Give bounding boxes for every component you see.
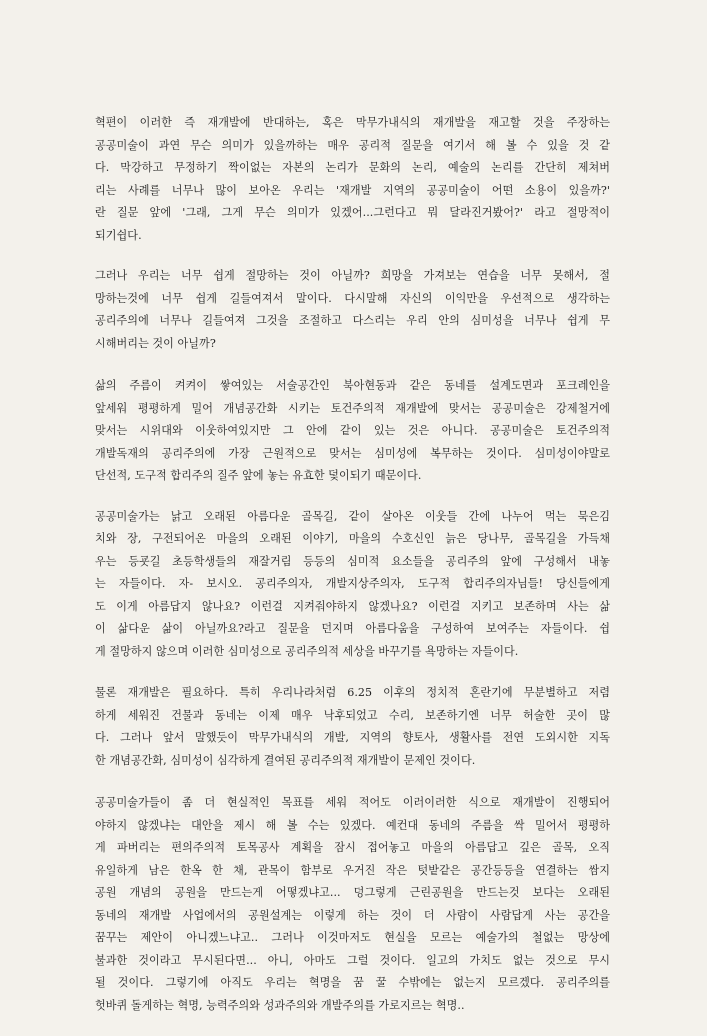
paragraph-5 bbox=[95, 682, 610, 772]
paragraph-1 bbox=[95, 112, 610, 247]
text-line: 다. 그러나 앞서 말했듯이 막무가내식의 개발, 지역의 향토사, 생활사를 전연 도외시한 지독 bbox=[95, 731, 610, 744]
essay-body bbox=[95, 112, 610, 1036]
text-line: 단선적, 도구적 합리주의 질주 앞에 놓는 유효한 덫이되기 때문이다. bbox=[95, 469, 422, 482]
text-line: 하게 세워진 건물과 동네는 이제 매우 낙후되었고 수리, 보존하기엔 너무 허술한 곳이 많 bbox=[95, 708, 610, 722]
text-line: 란 질문 앞에 '그래, 그게 무슨 의미가 있겠어...그런다고 뭐 달라진거봤어?' 라고 절망적이 bbox=[95, 206, 610, 219]
text-line: 공공미술이 과연 무슨 의미가 있을까하는 매우 공리적 질문을 여기서 해 볼 수 있을 것 같 bbox=[95, 138, 610, 152]
text-line: 꿈꾸는 제안이 아니겠느냐고.. 그러나 이것마저도 현실을 모르는 예술가의 철없는 망상에 bbox=[95, 931, 610, 944]
text-line: 동네의 재개발 사업에서의 공원설계는 이렇게 하는 것이 더 사람이 사람답게 사는 공간을 bbox=[95, 908, 610, 922]
text-line: 우는 등굣길 초등학생들의 재잘거림 등등의 심미적 요소들을 공리주의 앞에 구성해서 내놓 bbox=[95, 554, 610, 568]
text-line: 치와 장, 구전되어온 마을의 오래된 이야기, 마을의 수호신인 늙은 당나무, 골목길을 가득채 bbox=[95, 532, 610, 545]
text-line: 혁편이 이러한 즉 재개발에 반대하는, 혹은 막무가내식의 재개발을 재고할 것을 주장하는 bbox=[95, 116, 610, 129]
text-line: 불과한 것이라고 무시된다면... 아니, 아마도 그럴 것이다. 일고의 가치도 없는 것으로 무시 bbox=[95, 953, 610, 967]
text-line: 리는 사례를 너무나 많이 보아온 우리는 '재개발 지역의 공공미술이 어떤 소용이 있을까?' bbox=[95, 183, 610, 197]
text-line: 삶의 주름이 켜켜이 쌓여있는 서술공간인 북아현동과 같은 동네를 설계도면과 포크레인을 bbox=[95, 379, 610, 392]
text-line: 맞서는 시위대와 이웃하여있지만 그 안에 같이 있는 것은 아니다. 공공미술은 토건주의적 bbox=[95, 424, 610, 437]
text-line: 는 자들이다. 자- 보시오. 공리주의자, 개발지상주의자, 도구적 합리주의자님들! 당신들에게 bbox=[95, 577, 610, 590]
text-line: 물론 재개발은 필요하다. 특히 우리나라처럼 6.25 이후의 정치적 혼란기에 무분별하고 저렴 bbox=[95, 686, 610, 699]
text-line: 공공미술가들이 좀 더 현실적인 목표를 세워 적어도 이러이러한 식으로 재개발이 진행되어 bbox=[95, 796, 610, 809]
paragraph-2 bbox=[95, 265, 610, 355]
text-line: 한 개념공간화, 심미성이 심각하게 결여된 공리주의적 재개발이 문제인 것이다. bbox=[95, 753, 476, 767]
text-line: 이 삶다운 삶이 아닐까요?라고 질문을 던지며 아름다움을 구성하여 보여주는 자들이다. 쉽 bbox=[95, 622, 610, 635]
text-line: 헛바퀴 돌게하는 혁명, 능력주의와 성과주의와 개발주의를 가로지르는 혁명.. bbox=[95, 998, 465, 1012]
text-line: 될 것이다. 그렇기에 아직도 우리는 혁명을 꿈 꿀 수밖에는 없는지 모르겠다. 공리주의를 bbox=[95, 976, 610, 989]
text-line: 그러나 우리는 너무 쉽게 절망하는 것이 아닐까? 희망을 가져보는 연습을 너무 못해서, 절 bbox=[95, 269, 610, 282]
paragraph-3 bbox=[95, 375, 610, 488]
text-line: 다. 막강하고 무정하기 짝이없는 자본의 논리가 문화의 논리, 예술의 논리를 간단히 제쳐버 bbox=[95, 161, 610, 174]
text-line: 시해버리는 것이 아닐까? bbox=[95, 336, 216, 350]
text-line: 공공미술가는 낡고 오래된 아름다운 골목길, 같이 살아온 이웃들 간에 나누어 먹는 묵은김 bbox=[95, 509, 610, 523]
text-line: 되기쉽다. bbox=[95, 228, 142, 242]
text-line: 공원 개념의 공원을 만드는게 어떻겠냐고... 덩그렇게 근린공원을 만드는것 보다는 오래된 bbox=[95, 886, 610, 899]
text-line: 도 이게 아름답지 않나요? 이런걸 지켜줘야하지 않겠나요? 이런걸 지키고 보존하며 사는 삶 bbox=[95, 599, 610, 613]
text-line: 공리주의에 너무나 길들여져 그것을 조절하고 다스리는 우리 안의 심미성을 너무나 쉽게 무 bbox=[95, 314, 610, 327]
text-line: 망하는것에 너무 쉽게 길들여져서 말이다. 다시말해 자신의 이익만을 우선적으로 생각하는 bbox=[95, 291, 610, 305]
text-line: 개발독재의 공리주의에 가장 근원적으로 맞서는 심미성에 복무하는 것이다. 심미성이야말로 bbox=[95, 446, 610, 460]
paragraph-4 bbox=[95, 506, 610, 664]
text-line: 앞세워 평평하게 밀어 개념공간화 시키는 토건주의적 재개발에 맞서는 공공미술은 강제철거에 bbox=[95, 401, 610, 415]
paragraph-6 bbox=[95, 792, 610, 1017]
text-line: 유일하게 남은 한옥 한 채, 관목이 함부로 우거진 작은 텃밭같은 공간등등을 연결하는 쌈지 bbox=[95, 863, 610, 877]
text-line: 야하지 않겠냐는 대안을 제시 해 볼 수는 있겠다. 예컨대 동네의 주름을 싹 밀어서 평평하 bbox=[95, 818, 610, 832]
text-line: 게 절망하지 않으며 이러한 심미성으로 공리주의적 세상을 바꾸기를 욕망하는 자들이다. bbox=[95, 644, 519, 658]
text-line: 게 파버리는 편의주의적 토목공사 계획을 잠시 접어놓고 마을의 아름답고 깊은 골목, 오직 bbox=[95, 841, 610, 854]
